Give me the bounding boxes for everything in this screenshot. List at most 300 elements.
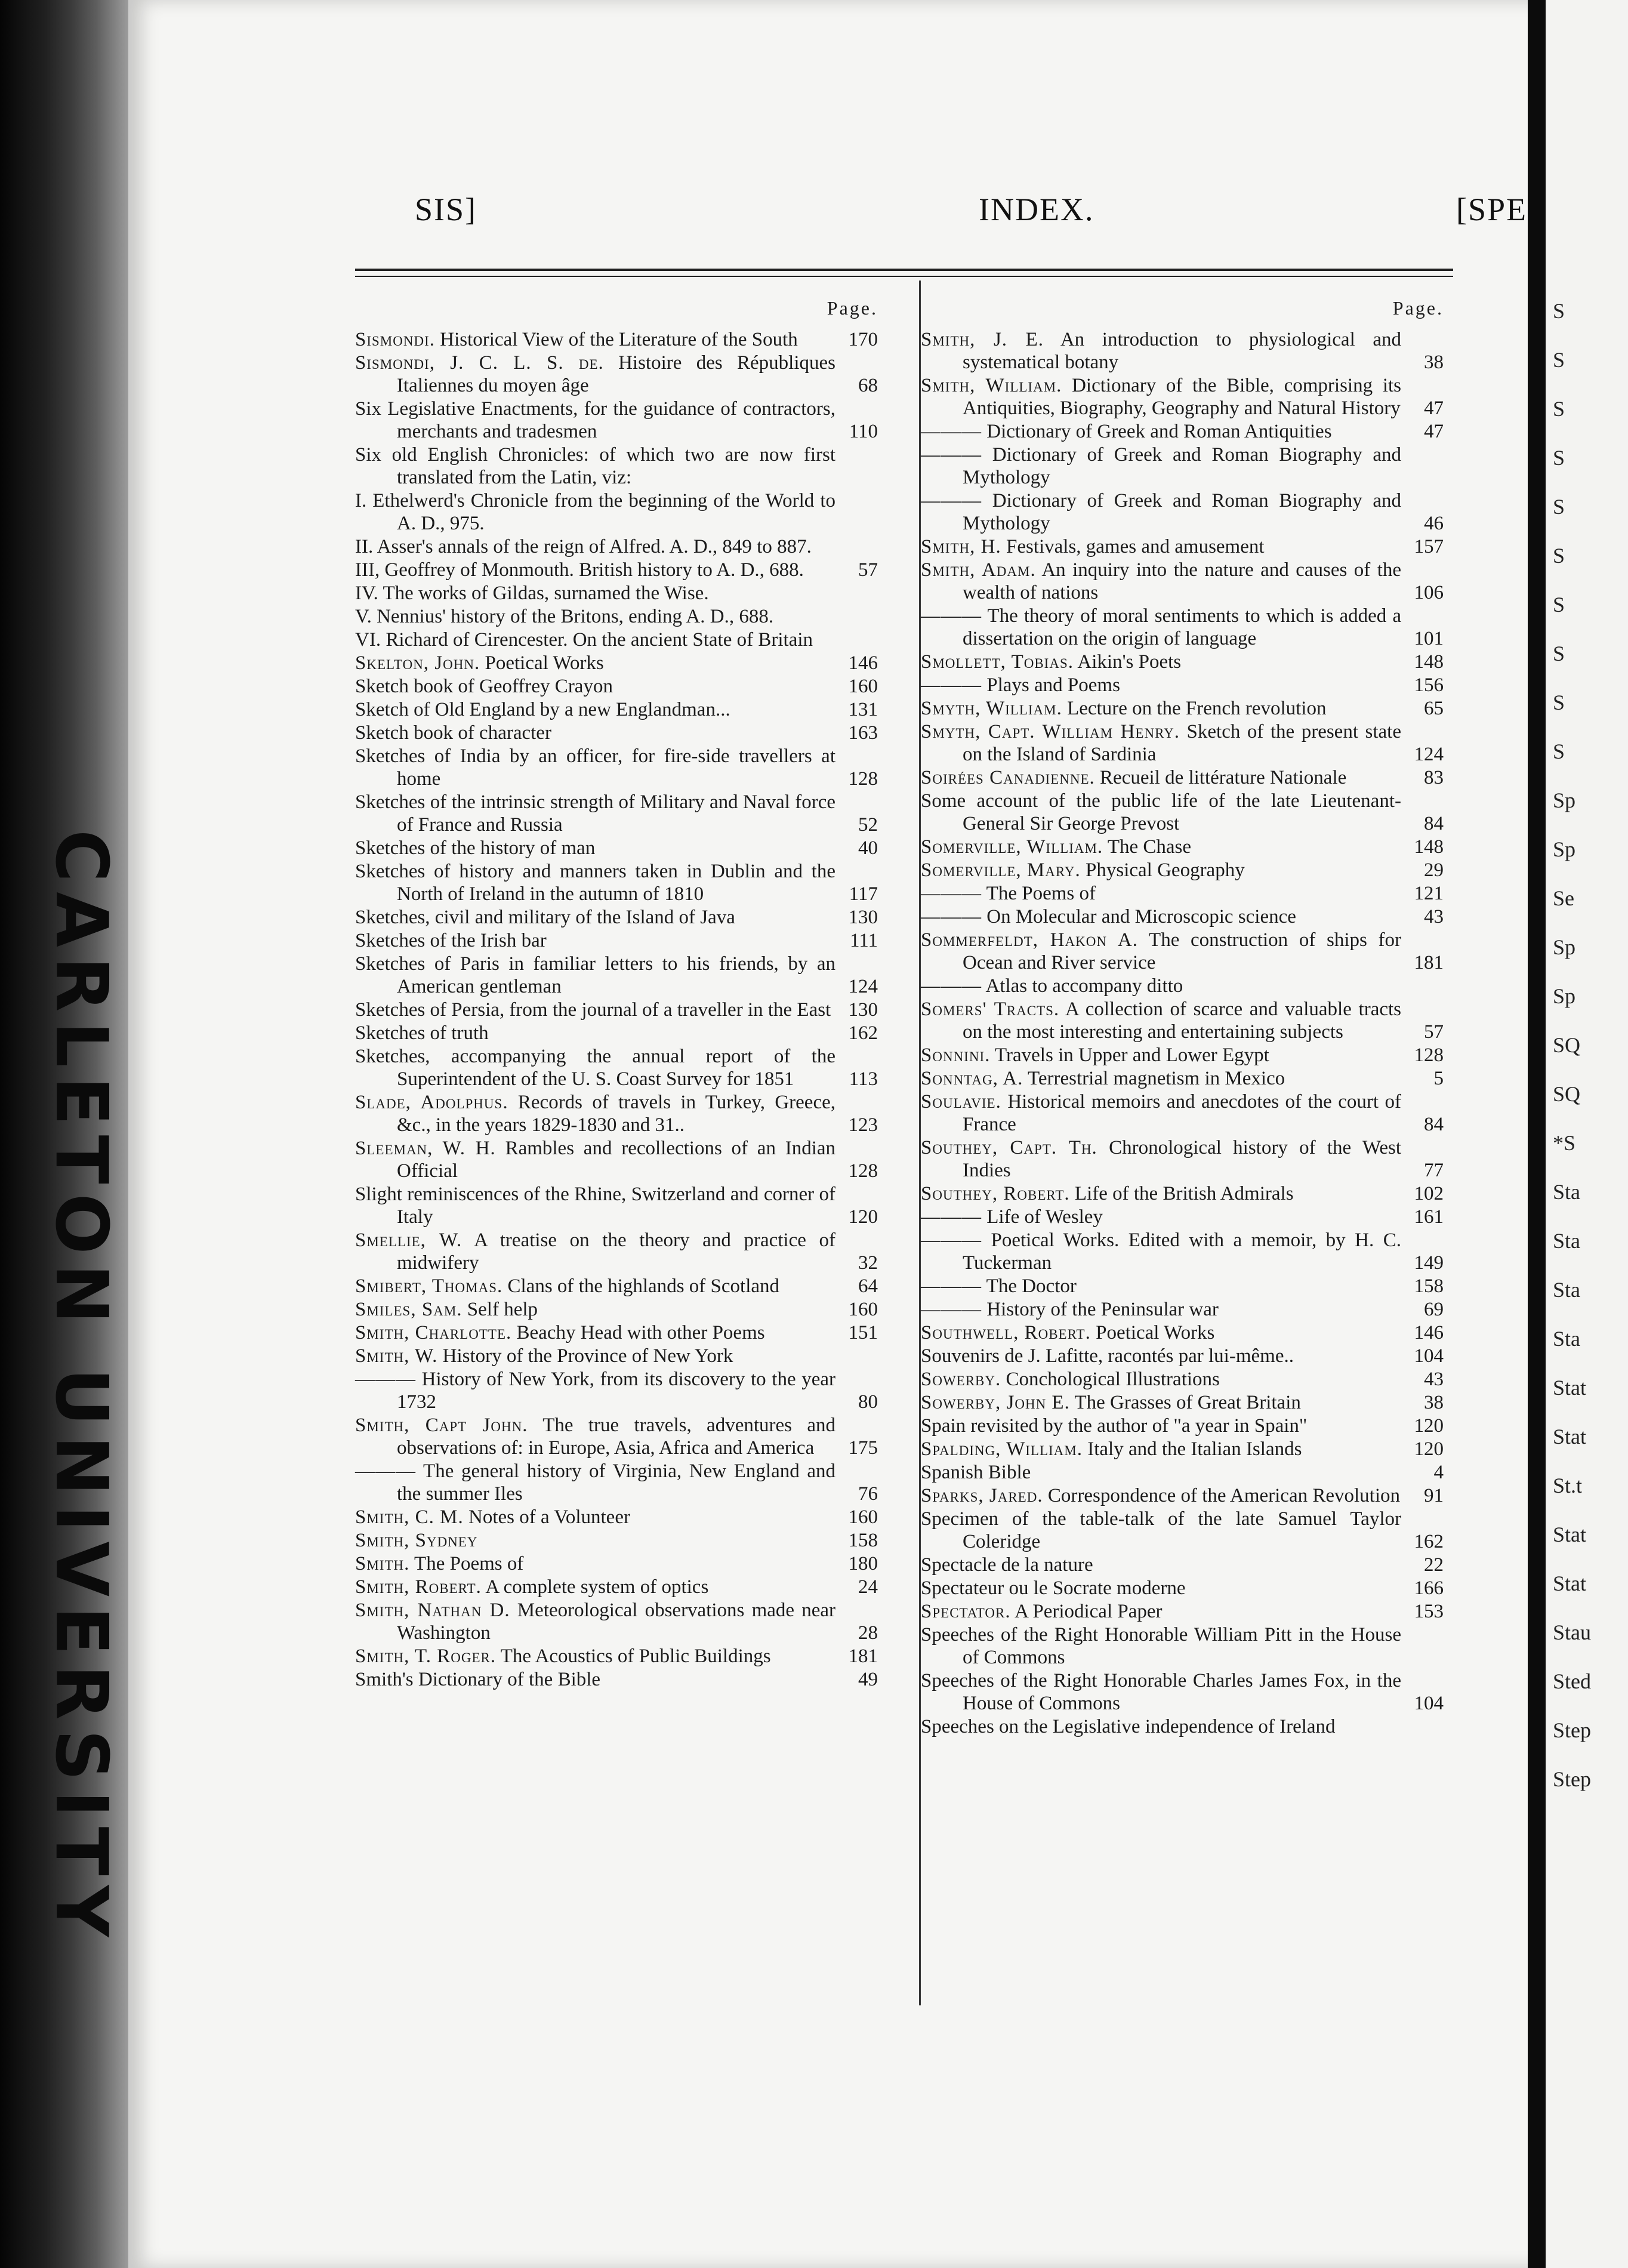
- entry-author: ———: [921, 906, 982, 927]
- entry-page-number: 166: [1414, 1577, 1444, 1599]
- entry-page-number: 128: [1414, 1044, 1444, 1066]
- entry-title: The general history of Virginia, New England and the summer Iles: [397, 1460, 836, 1505]
- index-entry: [921, 1136, 1452, 1182]
- index-column-right: [919, 281, 1452, 2005]
- entry-title: Sketches of truth: [355, 1022, 489, 1044]
- next-page-stub-text: Stat: [1553, 1425, 1587, 1449]
- entry-page-number: 121: [1414, 883, 1444, 904]
- entry-author: ———: [921, 421, 982, 442]
- entry-author: ———: [921, 490, 982, 511]
- entry-author: Smollett, Tobias.: [921, 651, 1074, 673]
- entry-title: Spanish Bible: [921, 1462, 1031, 1483]
- index-entry: [921, 1206, 1452, 1228]
- index-entry: [921, 1508, 1452, 1553]
- entry-title: II. Asser's annals of the reign of Alfred. A. D., 849 to 887.: [355, 536, 812, 557]
- entry-title: The theory of moral sentiments to which is added a dissertation on the origin of language: [963, 605, 1401, 649]
- index-entry: [355, 397, 886, 443]
- entry-page-number: 52: [858, 814, 878, 836]
- entry-title: The Poems of: [414, 1553, 524, 1574]
- next-page-stub-text: Sta: [1553, 1278, 1581, 1302]
- entry-page-number: 146: [1414, 1322, 1444, 1343]
- entry-page-number: 124: [848, 976, 878, 997]
- entry-page-number: 57: [858, 559, 878, 581]
- entry-page-number: 76: [858, 1483, 878, 1505]
- entry-title: Clans of the highlands of Scotland: [507, 1275, 780, 1297]
- entry-page-number: 24: [858, 1576, 878, 1598]
- entry-title: V. Nennius' history of the Britons, ending A. D., 688.: [355, 606, 774, 627]
- entry-author: ———: [355, 1369, 416, 1390]
- entry-page-number: 43: [1424, 906, 1444, 927]
- next-page-stub-text: Stau: [1553, 1620, 1592, 1644]
- entry-title: Souvenirs de J. Lafitte, racontés par lui-même..: [921, 1345, 1294, 1367]
- entry-title: Six Legislative Enactments, for the guidance of contractors, merchants and tradesmen: [355, 398, 835, 442]
- entry-page-number: 29: [1424, 859, 1444, 881]
- next-page-stub-text: Se: [1553, 886, 1574, 910]
- index-entry: [921, 720, 1452, 766]
- index-entry: [921, 697, 1452, 720]
- index-entry: [355, 1368, 886, 1413]
- next-page-stub-text: Sp: [1553, 788, 1576, 812]
- entry-title: Historical View of the Literature of the South: [440, 329, 798, 350]
- entry-author: ———: [921, 674, 982, 696]
- next-page-stub-text: Stat: [1553, 1523, 1587, 1546]
- entry-title: An inquiry into the nature and causes of the wealth of nations: [963, 559, 1402, 603]
- index-entry: [355, 906, 886, 929]
- entry-title: Dictionary of Greek and Roman Biography and Mythology: [963, 490, 1402, 534]
- next-page-stub-text: Sta: [1553, 1180, 1581, 1204]
- entry-page-number: 38: [1424, 1392, 1444, 1413]
- entry-page-number: 180: [848, 1553, 878, 1574]
- next-page-stub-text: Sp: [1553, 984, 1576, 1008]
- next-page-stub-text: Stat: [1553, 1571, 1587, 1595]
- entry-author: Sonnini.: [921, 1044, 991, 1066]
- next-page-stub-text: Sp: [1553, 837, 1576, 861]
- index-entry: [355, 698, 886, 721]
- index-entry: [921, 1554, 1452, 1576]
- index-entry: [921, 1623, 1452, 1669]
- next-page-stub-text: Step: [1553, 1767, 1592, 1791]
- entry-title: IV. The works of Gildas, surnamed the Wise.: [355, 583, 709, 604]
- entry-page-number: 158: [848, 1530, 878, 1551]
- entry-title: History of the Peninsular war: [986, 1299, 1219, 1320]
- entry-title: Speeches on the Legislative independence of Ireland: [921, 1716, 1336, 1737]
- entry-page-number: 22: [1424, 1554, 1444, 1576]
- entry-author: Smith, Charlotte.: [355, 1322, 512, 1343]
- entry-page-number: 131: [848, 699, 878, 720]
- index-column-left: [355, 281, 886, 2071]
- entry-title: Meteorological observations made near Washington: [397, 1600, 835, 1644]
- index-entry: [355, 929, 886, 952]
- entry-title: Chronological history of the West Indies: [963, 1137, 1402, 1181]
- next-page-stub-text: SQ: [1553, 1082, 1581, 1106]
- entry-page-number: 158: [1414, 1275, 1444, 1297]
- entry-title: A complete system of optics: [485, 1576, 709, 1598]
- entry-author: Sommerfeldt, Hakon A.: [921, 929, 1138, 951]
- entry-page-number: 130: [848, 907, 878, 928]
- index-entry: [355, 791, 886, 836]
- entry-author: Smith, Robert.: [355, 1576, 482, 1598]
- entry-title: The Chase: [1107, 836, 1192, 858]
- entry-page-number: 160: [848, 1299, 878, 1320]
- entry-page-number: 110: [849, 421, 878, 442]
- entry-title: The Acoustics of Public Buildings: [500, 1645, 771, 1667]
- entry-page-number: 146: [848, 652, 878, 674]
- next-page-stub-text: S: [1553, 397, 1565, 421]
- next-page-stub-text: S: [1553, 642, 1565, 665]
- index-entry: [355, 1345, 886, 1367]
- entry-page-number: 162: [848, 1022, 878, 1044]
- entry-author: Slade, Adolphus.: [355, 1092, 508, 1113]
- index-entry: [921, 1090, 1452, 1136]
- index-entry: [921, 1298, 1452, 1321]
- entry-author: Somerville, Mary.: [921, 859, 1081, 881]
- entry-title: Lecture on the French revolution: [1067, 698, 1327, 719]
- entry-title: Plays and Poems: [986, 674, 1120, 696]
- index-entry: [921, 328, 1452, 374]
- index-entry: [921, 905, 1452, 928]
- index-entry: [921, 420, 1452, 443]
- entry-author: Smith, William.: [921, 375, 1062, 396]
- index-entry: [921, 489, 1452, 535]
- entry-page-number: 43: [1424, 1369, 1444, 1390]
- index-entry: [921, 1415, 1452, 1437]
- book-spine: [0, 0, 128, 2268]
- entry-title: Sketch book of Geoffrey Crayon: [355, 676, 613, 697]
- entry-title: Sketches of the history of man: [355, 837, 596, 859]
- entry-page-number: 181: [1414, 952, 1444, 973]
- index-entry: [921, 374, 1452, 420]
- entry-page-number: 102: [1414, 1183, 1444, 1204]
- index-entry: [355, 953, 886, 998]
- index-entry: [355, 1091, 886, 1136]
- spine-library-stamp: CARLETON UNIVERSITY: [39, 830, 122, 1947]
- index-entry: [355, 860, 886, 905]
- entry-author: Smyth, Capt. William Henry.: [921, 721, 1180, 742]
- entry-author: ———: [921, 1299, 982, 1320]
- entry-page-number: 32: [858, 1252, 878, 1274]
- entry-title: Dictionary of Greek and Roman Antiquities: [986, 421, 1332, 442]
- entry-page-number: 57: [1424, 1021, 1444, 1043]
- running-head-title: INDEX.: [979, 192, 1094, 227]
- entry-title: Life of Wesley: [986, 1206, 1103, 1228]
- entry-title: Correspondence of the American Revolution: [1047, 1485, 1401, 1506]
- entry-title: Some account of the public life of the late Lieutenant-General Sir George Prevost: [921, 790, 1401, 834]
- entry-title: Speeches of the Right Honorable Charles James Fox, in the House of Commons: [921, 1670, 1401, 1714]
- entry-title: Beachy Head with other Poems: [516, 1322, 765, 1343]
- index-entry: [355, 1022, 886, 1044]
- entry-page-number: 65: [1424, 698, 1444, 719]
- entry-author: Smibert, Thomas.: [355, 1275, 503, 1297]
- index-entry: [355, 352, 886, 397]
- entry-page-number: 113: [849, 1068, 878, 1090]
- entry-page-number: 148: [1414, 836, 1444, 858]
- index-entry: [921, 1044, 1452, 1067]
- entry-page-number: 120: [1414, 1415, 1444, 1437]
- entry-author: Smiles, Sam.: [355, 1299, 462, 1320]
- entry-author: Sismondi, J. C. L. S. de.: [355, 352, 604, 374]
- entry-page-number: 117: [849, 883, 878, 905]
- entry-page-number: 162: [1414, 1531, 1444, 1552]
- entry-author: Smith.: [355, 1553, 410, 1574]
- entry-title: A Periodical Paper: [1015, 1601, 1163, 1622]
- entry-title: Records of travels in Turkey, Greece, &c., in the years 1829-1830 and 31..: [397, 1092, 836, 1136]
- index-entry: [355, 1645, 886, 1668]
- entry-author: ———: [921, 605, 982, 627]
- index-entry: [921, 929, 1452, 974]
- entry-page-number: 69: [1424, 1299, 1444, 1320]
- next-page-stub-text: S: [1553, 299, 1565, 323]
- next-page-stub-text: Sted: [1553, 1669, 1592, 1693]
- entry-title: Travels in Upper and Lower Egypt: [995, 1044, 1269, 1066]
- index-entry: [921, 1182, 1452, 1205]
- entry-page-number: 175: [848, 1437, 878, 1459]
- index-entry: [921, 1577, 1452, 1600]
- index-entry: [355, 1599, 886, 1644]
- index-entry: [921, 1321, 1452, 1344]
- entry-author: Southey, Robert.: [921, 1183, 1070, 1204]
- entry-title: Terrestrial magnetism in Mexico: [1028, 1068, 1285, 1089]
- entry-author: Smith, H.: [921, 536, 1001, 557]
- index-entry: [355, 582, 886, 605]
- index-entry: [355, 1460, 886, 1505]
- index-entry: [355, 1298, 886, 1321]
- index-entry: [921, 882, 1452, 905]
- entry-page-number: 161: [1414, 1206, 1444, 1228]
- index-entry: [355, 1668, 886, 1691]
- entry-title: Sketch book of character: [355, 722, 551, 744]
- index-entry: [355, 1321, 886, 1344]
- entry-title: Life of the British Admirals: [1074, 1183, 1294, 1204]
- index-entry: [921, 674, 1452, 697]
- entry-title: Sketch of Old England by a new Englandman...: [355, 699, 730, 720]
- index-entry: [355, 652, 886, 674]
- index-entry: [921, 1600, 1452, 1623]
- entry-title: Sketches of the Irish bar: [355, 930, 547, 951]
- index-entry: [355, 1414, 886, 1459]
- entry-title: Poetical Works: [1096, 1322, 1215, 1343]
- entry-page-number: 84: [1424, 1114, 1444, 1135]
- entry-title: Histoire des Républiques Italiennes du moyen âge: [397, 352, 835, 396]
- entry-title: Dictionary of the Bible, comprising its Antiquities, Biography, Geography and Natural History: [963, 375, 1401, 419]
- entry-author: Smith, W.: [355, 1345, 438, 1367]
- header-rule: [355, 269, 1453, 271]
- index-entry: [921, 1461, 1452, 1484]
- entry-title: Sketch of the present state on the Island of Sardinia: [963, 721, 1401, 765]
- index-entry: [921, 1368, 1452, 1391]
- entry-author: Smith, Adam.: [921, 559, 1036, 581]
- entry-title: A treatise on the theory and practice of midwifery: [397, 1229, 835, 1274]
- index-entry: [355, 443, 886, 489]
- next-page-stub-text: S: [1553, 446, 1565, 470]
- entry-title: Sketches of Paris in familiar letters to his friends, by an American gentleman: [355, 953, 835, 997]
- entry-page-number: 170: [848, 329, 878, 350]
- entry-page-number: 47: [1424, 421, 1444, 442]
- entry-page-number: 124: [1414, 744, 1444, 765]
- entry-author: Somerville, William.: [921, 836, 1103, 858]
- next-page-stub-text: *S: [1553, 1131, 1576, 1155]
- entry-title: An introduction to physiological and systematical botany: [963, 329, 1401, 373]
- next-page-stub-text: S: [1553, 739, 1565, 763]
- entry-author: Smith, T. Roger.: [355, 1645, 497, 1667]
- entry-page-number: 149: [1414, 1252, 1444, 1274]
- entry-author: Sparks, Jared.: [921, 1485, 1043, 1506]
- entry-page-number: 157: [1414, 536, 1444, 557]
- index-entry: [355, 1229, 886, 1274]
- entry-author: Smellie, W.: [355, 1229, 462, 1251]
- entry-author: Spectator.: [921, 1601, 1011, 1622]
- entry-author: Spalding, William.: [921, 1438, 1083, 1460]
- index-entry: [921, 1484, 1452, 1507]
- index-entry: [921, 1067, 1452, 1090]
- entry-author: Smith, Nathan D.: [355, 1600, 510, 1621]
- entry-title: Festivals, games and amusement: [1006, 536, 1265, 557]
- entry-title: Sketches of Persia, from the journal of a traveller in the East: [355, 999, 831, 1021]
- entry-page-number: 120: [848, 1206, 878, 1228]
- entry-page-number: 5: [1433, 1068, 1444, 1089]
- next-page-stub-text: S: [1553, 593, 1565, 617]
- index-entry: [921, 1275, 1452, 1298]
- entry-author: ———: [921, 1229, 982, 1251]
- entry-title: Notes of a Volunteer: [468, 1506, 630, 1528]
- index-entry: [921, 1669, 1452, 1715]
- entry-title: Self help: [467, 1299, 538, 1320]
- entry-title: The construction of ships for Ocean and River service: [963, 929, 1402, 973]
- index-entry: [921, 766, 1452, 789]
- entry-page-number: 101: [1414, 628, 1444, 649]
- entry-title: Smith's Dictionary of the Bible: [355, 1669, 601, 1690]
- next-page-stub-text: Sta: [1553, 1327, 1581, 1351]
- entry-author: Smith, C. M.: [355, 1506, 464, 1528]
- entry-page-number: 128: [848, 1160, 878, 1182]
- index-entry: [921, 443, 1452, 489]
- entry-page-number: 77: [1424, 1160, 1444, 1181]
- index-entry: [355, 1183, 886, 1228]
- entry-title: Sketches of India by an officer, for fire-side travellers at home: [355, 745, 835, 790]
- entry-page-number: 68: [858, 375, 878, 396]
- entry-title: History of New York, from its discovery to the year 1732: [397, 1369, 836, 1413]
- index-entry: [921, 1391, 1452, 1414]
- entry-title: The Grasses of Great Britain: [1074, 1392, 1301, 1413]
- index-entry: [921, 651, 1452, 673]
- entry-page-number: 83: [1424, 767, 1444, 788]
- index-entry: [921, 1715, 1452, 1738]
- entry-title: Rambles and recollections of an Indian Official: [397, 1138, 836, 1182]
- next-page-stub-text: Sp: [1553, 935, 1576, 959]
- page-column-label: Page.: [827, 297, 878, 319]
- next-page-stub-text: S: [1553, 348, 1565, 372]
- entry-author: Sowerby, John E.: [921, 1392, 1070, 1413]
- next-page-stub-text: S: [1553, 495, 1565, 519]
- index-entry: [355, 1576, 886, 1598]
- entry-page-number: 123: [848, 1114, 878, 1136]
- entry-title: Dictionary of Greek and Roman Biography and Mythology: [963, 444, 1402, 488]
- entry-page-number: 153: [1414, 1601, 1444, 1622]
- next-page-stub-text: Sta: [1553, 1229, 1581, 1253]
- index-entry: [355, 559, 886, 581]
- entry-page-number: 128: [848, 768, 878, 790]
- header-rule-thin: [355, 276, 1453, 277]
- entry-author: Sowerby.: [921, 1369, 1001, 1390]
- index-entry: [355, 605, 886, 628]
- entry-page-number: 120: [1414, 1438, 1444, 1460]
- entry-title: A collection of scarce and valuable tracts on the most interesting and entertaining subjects: [963, 999, 1401, 1043]
- entry-title: Atlas to accompany ditto: [985, 975, 1183, 997]
- entry-page-number: 40: [858, 837, 878, 859]
- entry-title: Slight reminiscences of the Rhine, Switzerland and corner of Italy: [355, 1184, 835, 1228]
- entry-title: Spain revisited by the author of "a year in Spain": [921, 1415, 1308, 1437]
- running-head-left: SIS]: [415, 192, 477, 227]
- index-entry: [921, 1438, 1452, 1460]
- entry-author: ———: [355, 1460, 416, 1482]
- index-entry: [355, 1275, 886, 1298]
- index-entry: [355, 999, 886, 1021]
- next-page-edge: [1546, 0, 1628, 2268]
- entry-title: The Poems of: [986, 883, 1096, 904]
- index-entry: [921, 535, 1452, 558]
- index-entry: [355, 745, 886, 790]
- entry-page-number: 28: [858, 1622, 878, 1644]
- entry-author: Southey, Capt. Th.: [921, 1137, 1097, 1158]
- index-entry: [355, 1552, 886, 1575]
- index-entry: [921, 975, 1452, 997]
- index-entry: [355, 1045, 886, 1090]
- entry-author: Soulavie.: [921, 1091, 1001, 1113]
- entry-title: Sketches of history and manners taken in Dublin and the North of Ireland in the autumn of 1810: [355, 861, 835, 905]
- entry-page-number: 163: [848, 722, 878, 744]
- entry-title: Sketches of the intrinsic strength of Military and Naval force of France and Russia: [355, 791, 835, 836]
- next-page-stub-text: St.t: [1553, 1474, 1583, 1497]
- index-entry: [921, 790, 1452, 835]
- entry-title: The Doctor: [986, 1275, 1077, 1297]
- entry-title: Historical memoirs and anecdotes of the court of France: [963, 1091, 1401, 1135]
- entry-title: Specimen of the table-talk of the late Samuel Taylor Coleridge: [921, 1508, 1401, 1552]
- running-head-right: [SPE: [1456, 192, 1528, 227]
- entry-title: Poetical Works. Edited with a memoir, by H. C. Tuckerman: [963, 1229, 1401, 1274]
- index-entry: [355, 628, 886, 651]
- index-entry: [921, 998, 1452, 1043]
- index-entry: [921, 1229, 1452, 1274]
- entry-title: Spectacle de la nature: [921, 1554, 1093, 1576]
- entry-author: Soirées Canadienne.: [921, 767, 1095, 788]
- index-entry: [355, 1137, 886, 1182]
- entry-author: Smith, Capt John.: [355, 1415, 528, 1436]
- index-entry: [921, 836, 1452, 858]
- entry-page-number: 84: [1424, 813, 1444, 834]
- entry-author: Smith, J. E.: [921, 329, 1044, 350]
- index-entry: [355, 535, 886, 558]
- entry-page-number: 64: [858, 1275, 878, 1297]
- entry-page-number: 47: [1424, 397, 1444, 419]
- entry-page-number: 130: [848, 999, 878, 1021]
- next-page-stub-text: SQ: [1553, 1033, 1581, 1057]
- entry-page-number: 181: [848, 1645, 878, 1667]
- entry-page-number: 91: [1424, 1485, 1444, 1506]
- entry-title: Sketches, civil and military of the Island of Java: [355, 907, 735, 928]
- entry-title: I. Ethelwerd's Chronicle from the beginning of the World to A. D., 975.: [355, 490, 835, 534]
- entry-title: Aikin's Poets: [1077, 651, 1182, 673]
- entry-title: Poetical Works: [485, 652, 604, 674]
- entry-author: Smith, Sydney: [355, 1530, 478, 1551]
- entry-title: Recueil de littérature Nationale: [1100, 767, 1347, 788]
- entry-page-number: 160: [848, 1506, 878, 1528]
- index-entry: [921, 605, 1452, 650]
- entry-page-number: 106: [1414, 582, 1444, 603]
- entry-author: Smyth, William.: [921, 698, 1062, 719]
- entry-title: Sketches, accompanying the annual report of the Superintendent of the U. S. Coast Survey for 1851: [355, 1046, 835, 1090]
- entry-author: ———: [921, 883, 982, 904]
- entry-author: Sleeman, W. H.: [355, 1138, 496, 1159]
- entry-page-number: 148: [1414, 651, 1444, 673]
